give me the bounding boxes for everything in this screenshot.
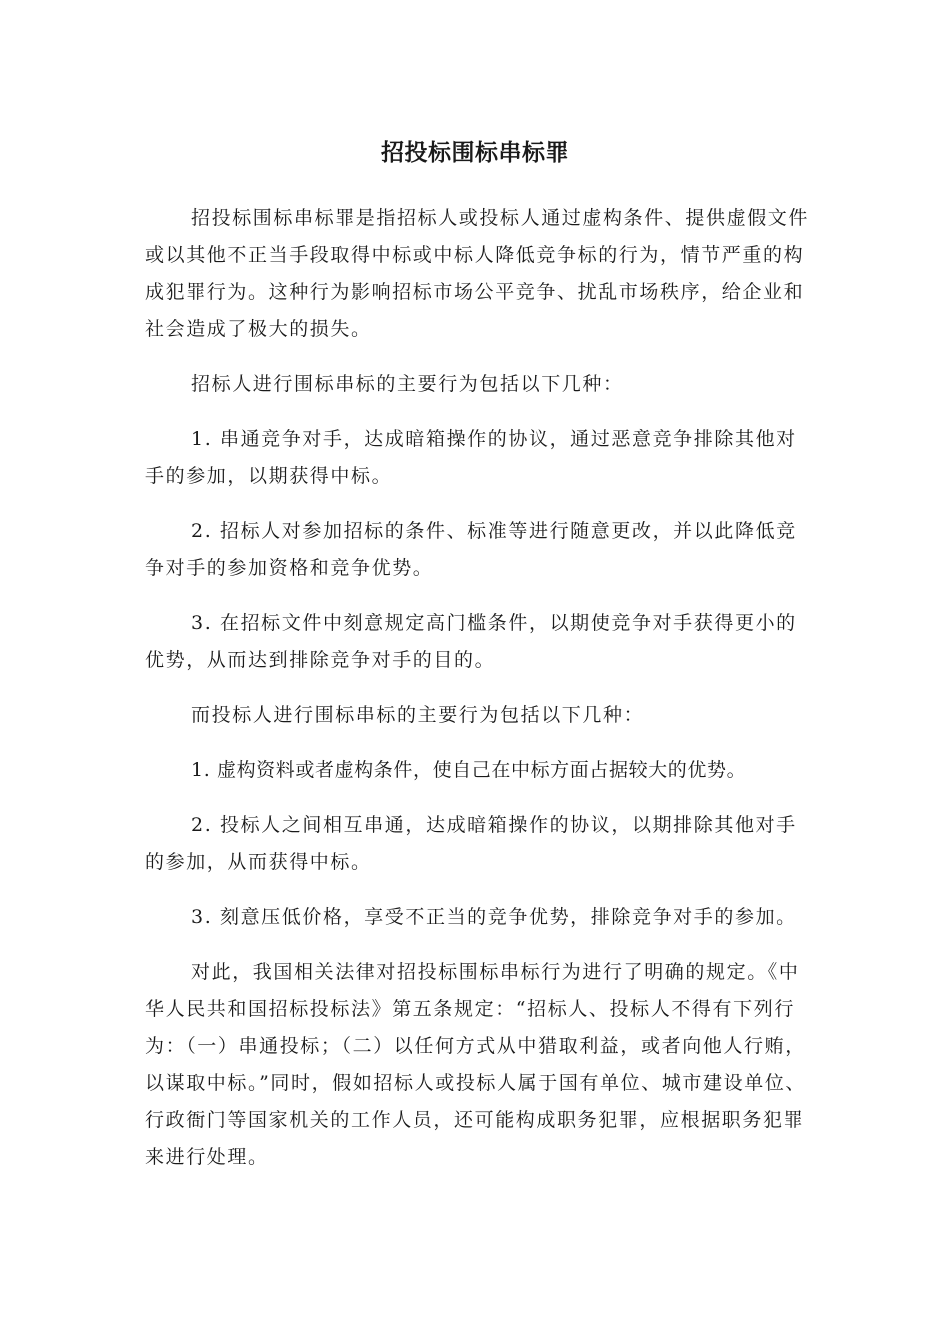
list-item-tenderer-1: 1. 串通竞争对手，达成暗箱操作的协议，通过恶意竞争排除其他对手的参加，以期获得中标。 [145, 428, 797, 487]
list-item-bidder-3: 3. 刻意压低价格，享受不正当的竞争优势，排除竞争对手的参加。 [191, 906, 797, 928]
paragraph-definition: 招投标围标串标罪是指招标人或投标人通过虚构条件、提供虚假文件或以其他不正当手段取得中标或中标人降低竞争标的行为，情节严重的构成犯罪行为。这种行为影响招标市场公平竞争、扰乱市场秩序，给企业和社会造成了极大的损失。 [145, 207, 810, 340]
list-item-tenderer-3: 3. 在招标文件中刻意规定高门槛条件，以期使竞争对手获得更小的优势，从而达到排除竞争对手的目的。 [145, 612, 797, 671]
paragraph-bidder-intro: 而投标人进行围标串标的主要行为包括以下几种： [191, 704, 645, 726]
list-item-tenderer-2: 2. 招标人对参加招标的条件、标准等进行随意更改，并以此降低竞争对手的参加资格和竞争优势。 [145, 520, 797, 579]
document-body [145, 200, 815, 1194]
list-item-bidder-1: 1. 虚构资料或者虚构条件，使自己在中标方面占据较大的优势。 [191, 759, 747, 781]
paragraph-legal-provisions: 对此，我国相关法律对招投标围标串标行为进行了明确的规定。《中华人民共和国招标投标法》第五条规定：“招标人、投标人不得有下列行为：（一）串通投标；（二）以任何方式从中猎取利益，或者向他人行贿，以谋取中标。”同时，假如招标人或投标人属于国有单位、城市建设单位、行政衙门等国家机关的工作人员，还可能构成职务犯罪，应根据职务犯罪来进行处理。 [145, 961, 807, 1168]
list-item-bidder-2: 2. 投标人之间相互串通，达成暗箱操作的协议，以期排除其他对手的参加，从而获得中标。 [145, 814, 797, 873]
paragraph-tenderer-intro: 招标人进行围标串标的主要行为包括以下几种： [191, 373, 624, 395]
document-title: 招投标围标串标罪 [381, 140, 569, 166]
